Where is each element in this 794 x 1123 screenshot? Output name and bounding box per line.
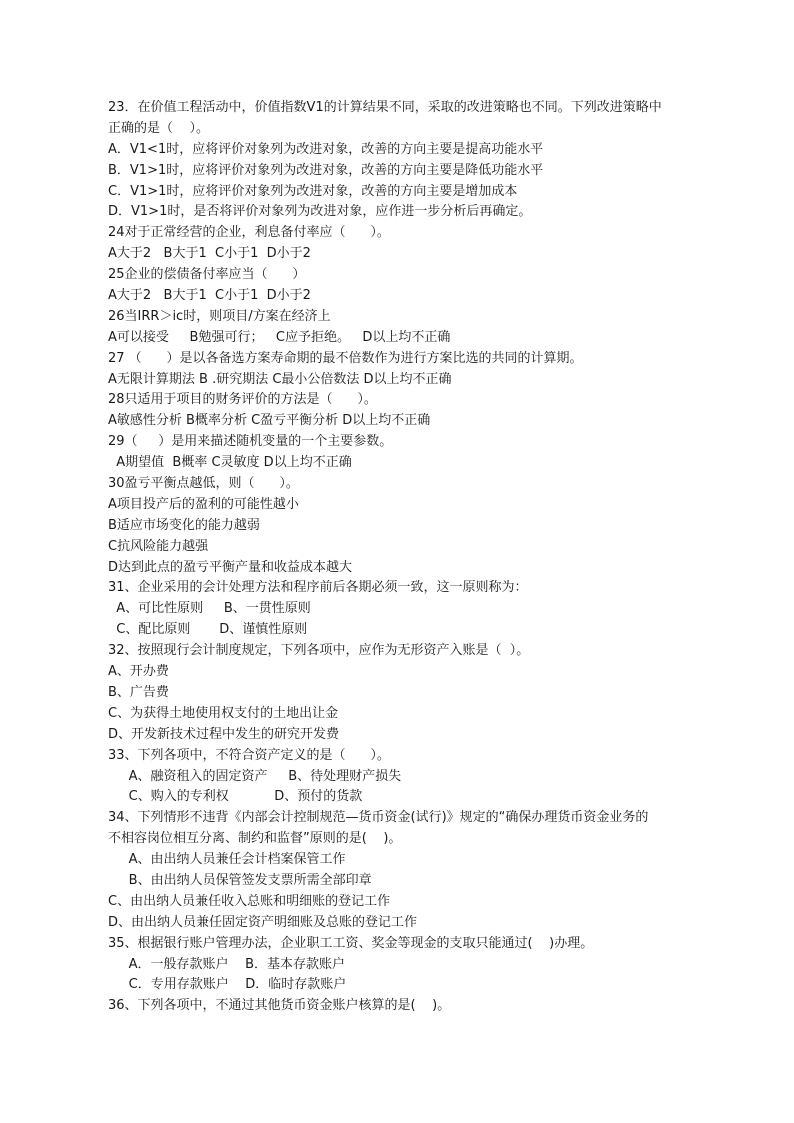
text-line: D、开发新技术过程中发生的研究开发费 <box>108 726 340 742</box>
text-line: C．V1>1时，应将评价对象列为改进对象，改善的方向主要是增加成本 <box>108 183 518 199</box>
text-line: 28只适用于项目的财务评价的方法是（ ）。 <box>108 392 377 408</box>
text-line: 24对于正常经营的企业，利息备付率应（ ）。 <box>108 225 390 241</box>
text-line: B适应市场变化的能力越弱 <box>108 517 260 533</box>
text-line: 30盈亏平衡点越低，则（ ）。 <box>108 476 299 492</box>
text-line: A期望值 B概率 C灵敏度 D以上均不正确 <box>108 455 352 471</box>
text-line: 27 （ ）是以各备选方案寿命期的最不倍数作为进行方案比选的共同的计算期。 <box>108 350 583 366</box>
text-line: C、为获得土地使用权支付的土地出让金 <box>108 705 339 721</box>
text-line: 26当IRR＞ic时，则项目/方案在经济上 <box>108 308 331 324</box>
text-line: A、可比性原则 B、一贯性原则 <box>108 601 311 617</box>
text-line: A．一般存款账户 B．基本存款账户 <box>108 956 346 972</box>
text-line: A可以接受 B勉强可行； C应予拒绝。 D以上均不正确 <box>108 329 451 345</box>
text-line: D．V1>1时，是否将评价对象列为改进对象，应作进一步分析后再确定。 <box>108 204 532 220</box>
text-line: B、广告费 <box>108 684 169 700</box>
text-line: C、配比原则 D、谨慎性原则 <box>108 622 308 638</box>
text-line: A、融资租入的固定资产 B、待处理财产损失 <box>108 768 402 784</box>
text-line: C、购入的专利权 D、预付的货款 <box>108 789 363 805</box>
text-line: C抗风险能力越强 <box>108 538 209 554</box>
text-line: 不相容岗位相互分离、制约和监督”原则的是( )。 <box>108 831 402 847</box>
text-line: 31、企业采用的会计处理方法和程序前后各期必须一致，这一原则称为： <box>108 580 528 596</box>
text-line: D、由出纳人员兼任固定资产明细账及总账的登记工作 <box>108 914 418 930</box>
text-line: D达到此点的盈亏平衡产量和收益成本越大 <box>108 559 353 575</box>
text-line: 23．在价值工程活动中，价值指数V1的计算结果不同，采取的改进策略也不同。下列改进策略中 <box>108 100 662 115</box>
text-line: A大于2 B大于1 C小于1 D小于2 <box>108 288 311 304</box>
text-line: A大于2 B大于1 C小于1 D小于2 <box>108 246 311 262</box>
text-line: A、开办费 <box>108 664 169 680</box>
text-line: 36、下列各项中，不通过其他货币资金账户核算的是( )。 <box>108 998 451 1014</box>
text-line: A．V1<1时，应将评价对象列为改进对象，改善的方向主要是提高功能水平 <box>108 141 544 157</box>
text-line: 25企业的偿债备付率应当（ ） <box>108 267 306 283</box>
document-body <box>108 98 708 1017</box>
text-line: 35、根据银行账户管理办法，企业职工工资、奖金等现金的支取只能通过( )办理。 <box>108 935 594 951</box>
text-line: B．V1>1时，应将评价对象列为改进对象，改善的方向主要是降低功能水平 <box>108 162 544 178</box>
text-line: C、由出纳人员兼任收入总账和明细账的登记工作 <box>108 893 391 909</box>
text-line: 33、下列各项中，不符合资产定义的是（ ）。 <box>108 747 390 763</box>
text-line: B、由出纳人员保管签发支票所需全部印章 <box>108 872 372 888</box>
text-line: 29（ ）是用来描述随机变量的一个主要参数。 <box>108 434 393 450</box>
text-line: A、由出纳人员兼任会计档案保管工作 <box>108 852 346 868</box>
text-line: A项目投产后的盈利的可能性越小 <box>108 496 299 512</box>
text-line: A敏感性分析 B概率分析 C盈亏平衡分析 D以上均不正确 <box>108 413 431 429</box>
text-line: 32、按照现行会计制度规定，下列各项中，应作为无形资产入账是（ ）。 <box>108 643 530 659</box>
text-line: A无限计算期法 B .研究期法 C最小公倍数法 D以上均不正确 <box>108 371 452 387</box>
text-line: 34、下列情形不违背《内部会计控制规范—货币资金(试行)》规定的“确保办理货币资金业务的 <box>108 810 649 826</box>
text-line: C．专用存款账户 D．临时存款账户 <box>108 977 347 993</box>
text-line: 正确的是（ ）。 <box>108 120 210 136</box>
